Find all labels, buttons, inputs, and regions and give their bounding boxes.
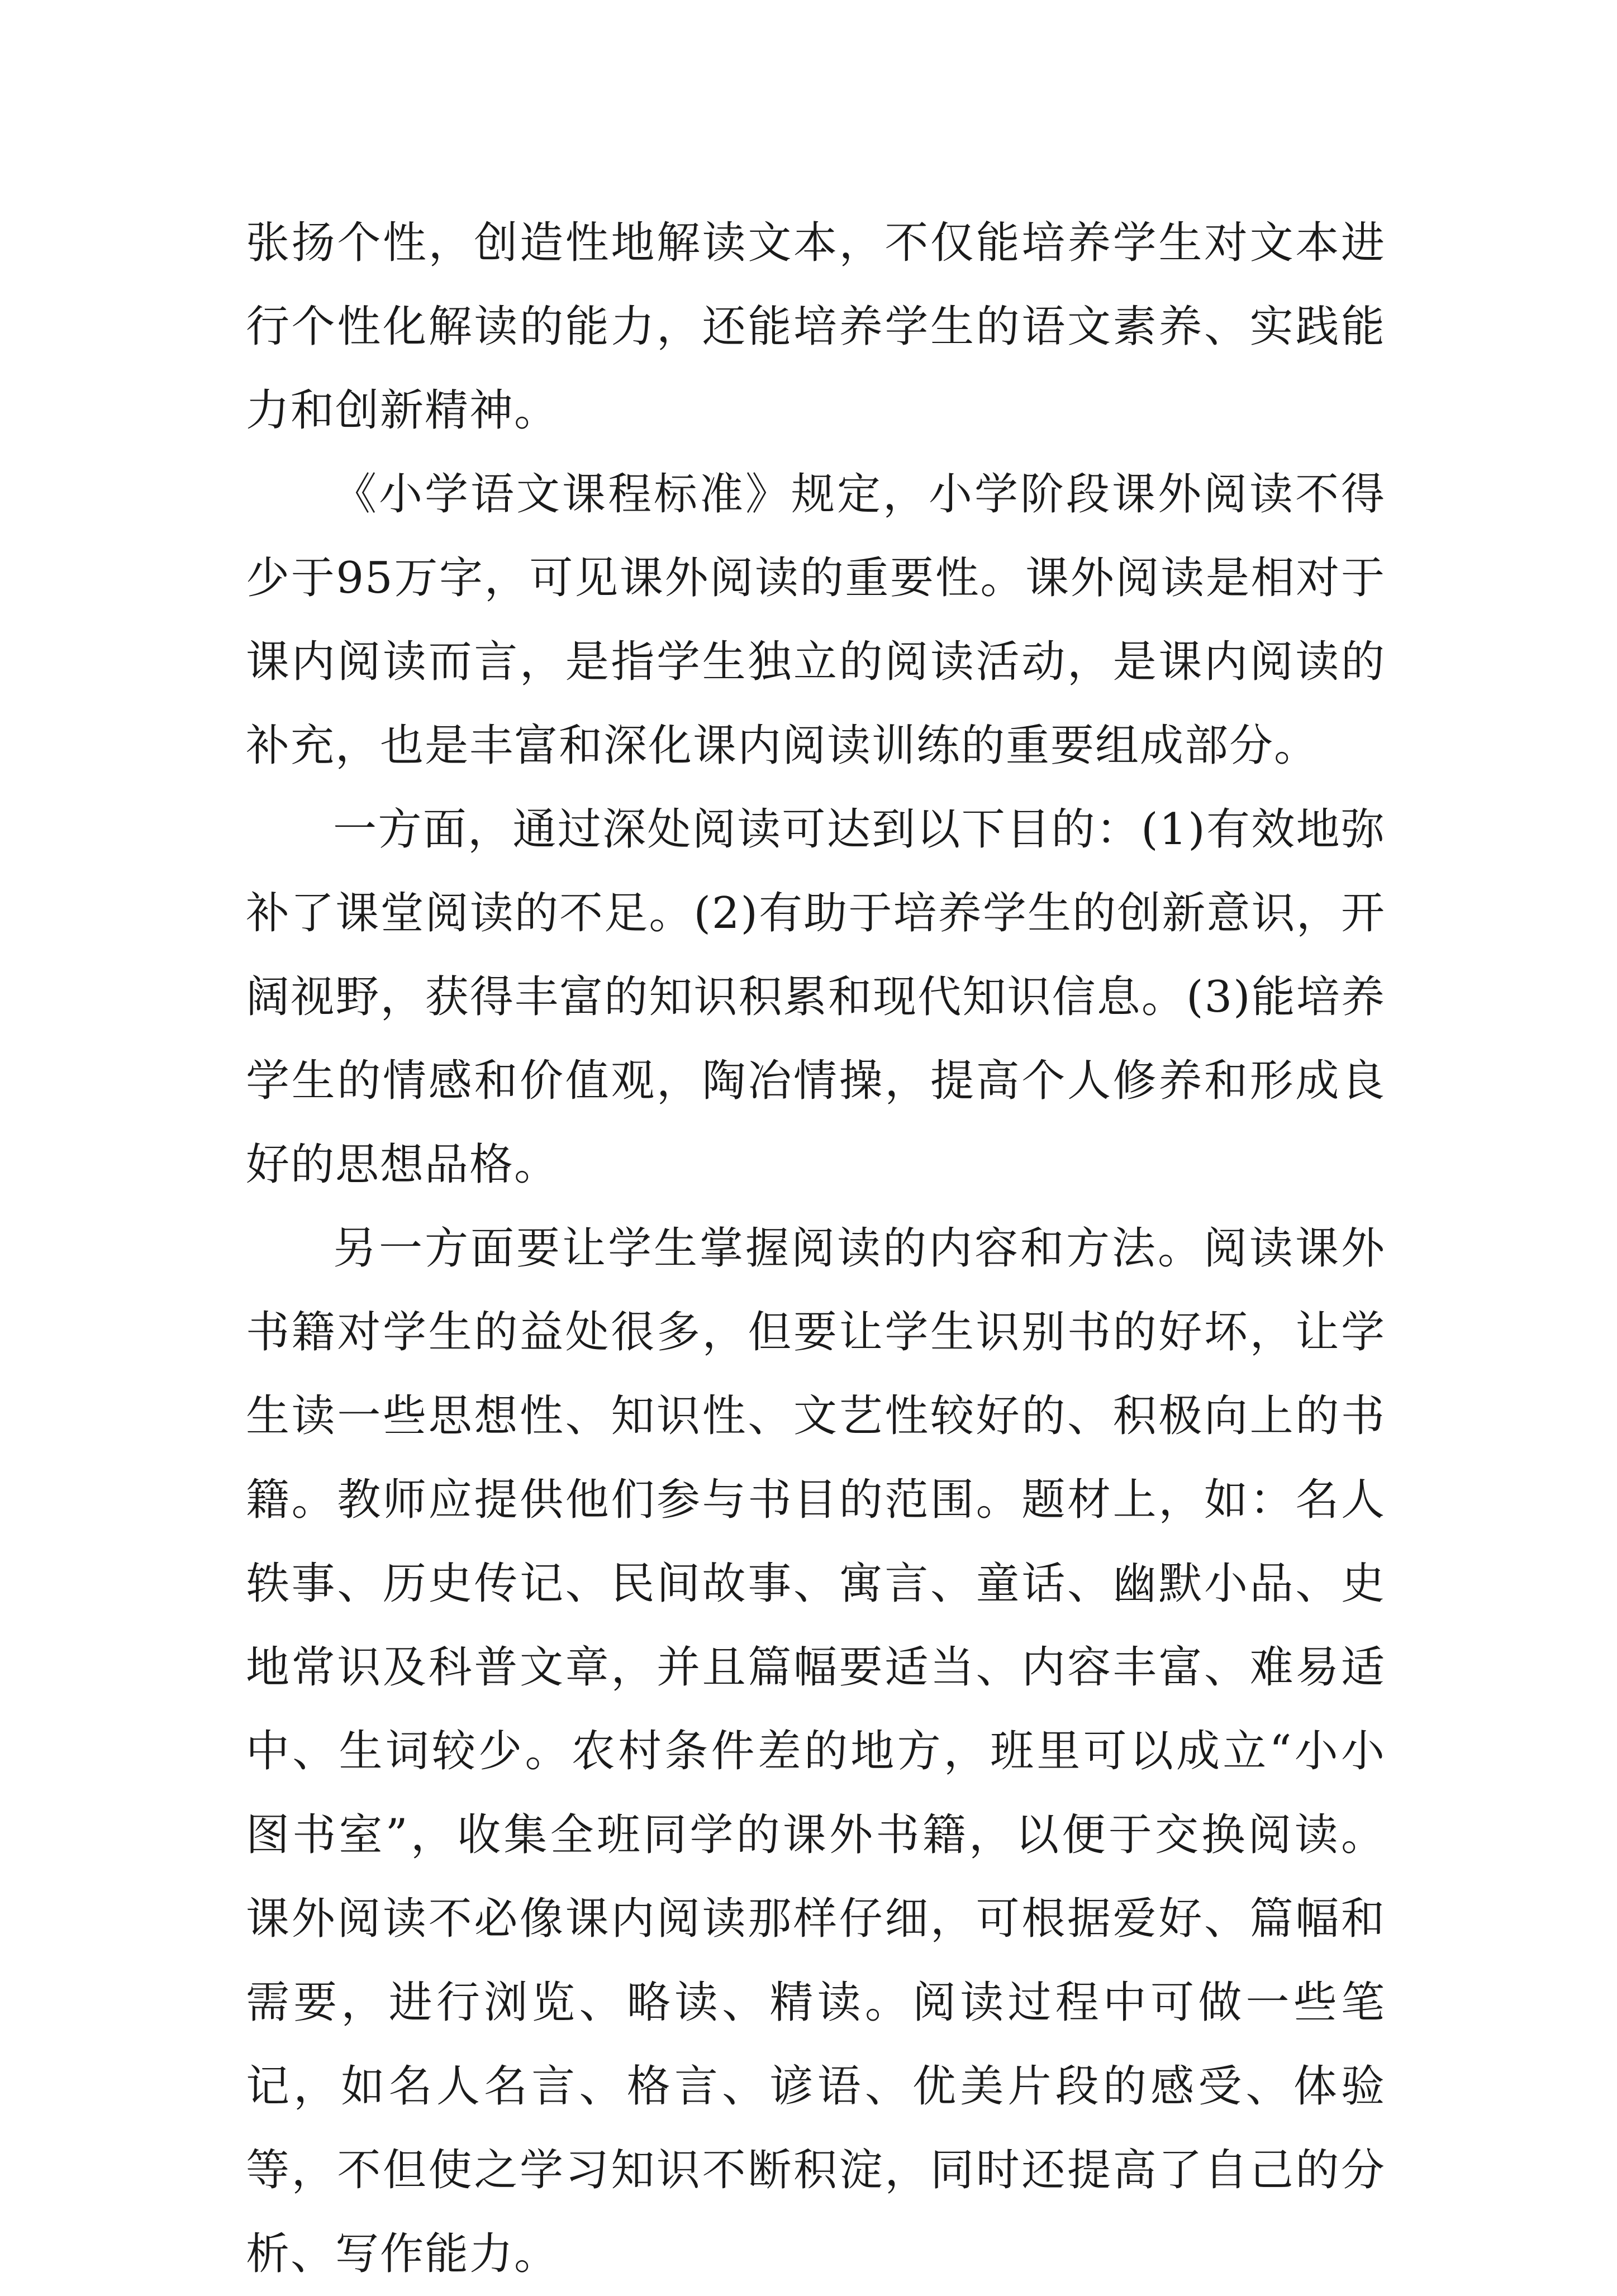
paragraph-3: 一方面，通过深处阅读可达到以下目的：(1)有效地弥补了课堂阅读的不足。(2)有助于培养学生的创新意识，开阔视野，获得丰富的知识积累和现代知识信息。(3)能培养学生的情感和价值观，陶冶情操，提高个人修养和形成良好的思想品格。 (246, 804, 1386, 1190)
document-body (246, 201, 1386, 2296)
paragraph-1: 张扬个性，创造性地解读文本，不仅能培养学生对文本进行个性化解读的能力，还能培养学生的语文素养、实践能力和创新精神。 (246, 218, 1386, 436)
paragraph-4: 另一方面要让学生掌握阅读的内容和方法。阅读课外书籍对学生的益处很多，但要让学生识别书的好坏，让学生读一些思想性、知识性、文艺性较好的、积极向上的书籍。教师应提供他们参与书目的范围。题材上，如：名人轶事、历史传记、民间故事、寓言、童话、幽默小品、史地常识及科普文章，并且篇幅要适当、内容丰富、难易适中、生词较少。农村条件差的地方，班里可以成立“小小图书室”，收集全班同学的课外书籍，以便于交换阅读。课外阅读不必像课内阅读那样仔细，可根据爱好、篇幅和需要，进行浏览、略读、精读。阅读过程中可做一些笔记，如名人名言、格言、谚语、优美片段的感受、体验等，不但使之学习知识不断积淀，同时还提高了自己的分析、写作能力。 (246, 1223, 1386, 2279)
paragraph-2: 《小学语文课程标准》规定，小学阶段课外阅读不得少于95万字，可见课外阅读的重要性。课外阅读是相对于课内阅读而言，是指学生独立的阅读活动，是课内阅读的补充，也是丰富和深化课内阅读训练的重要组成部分。 (246, 469, 1386, 771)
